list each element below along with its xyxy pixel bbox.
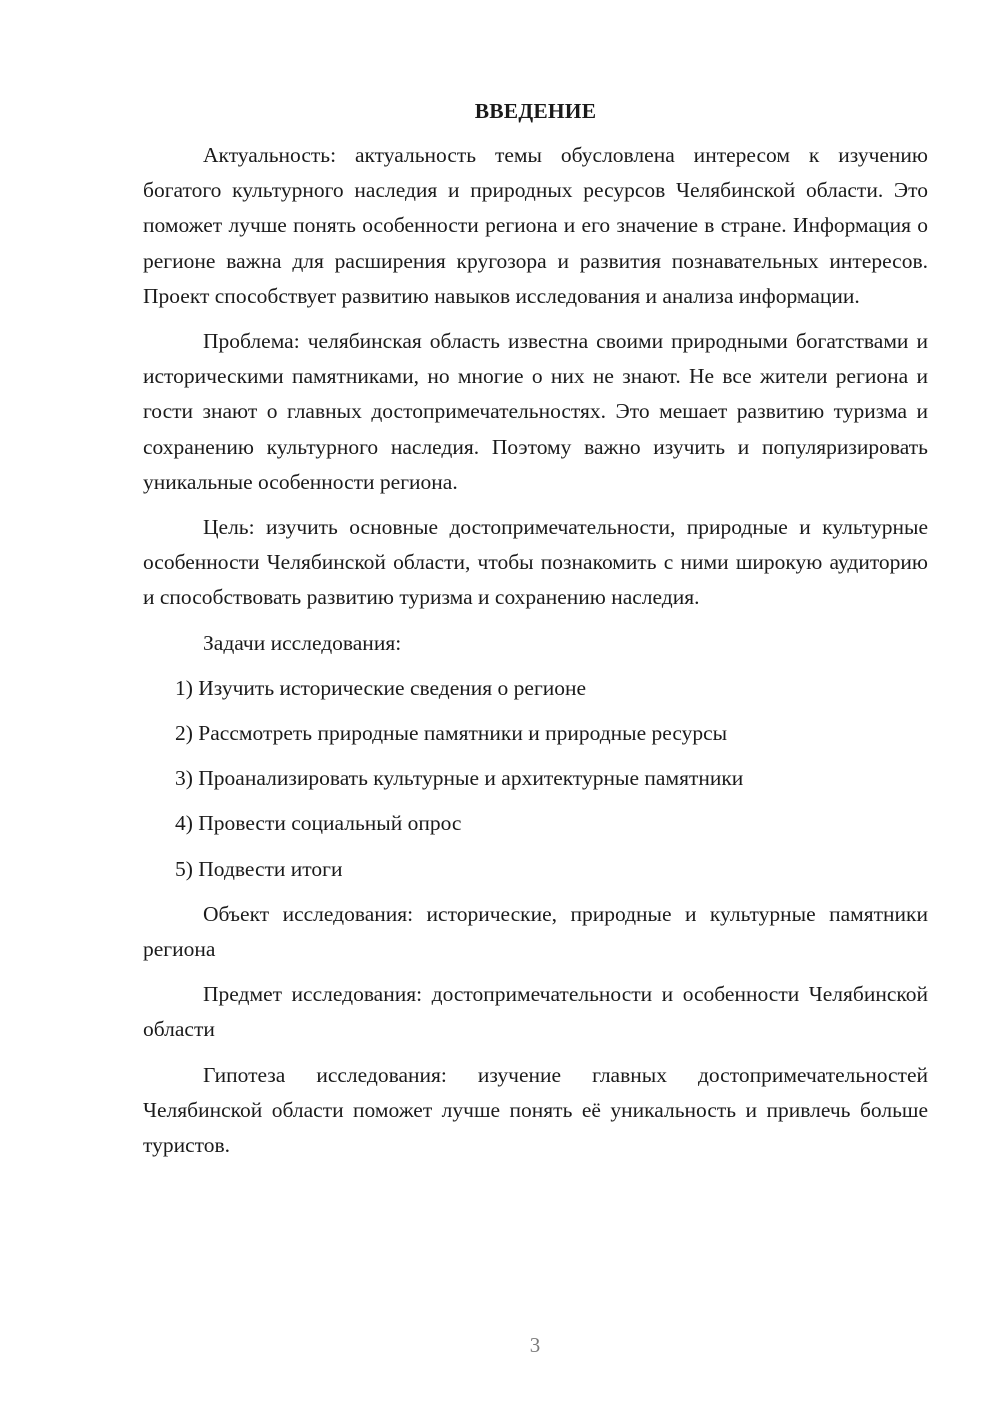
paragraph-object: Объект исследования: исторические, природные и культурные памятники региона bbox=[143, 901, 928, 962]
paragraph-subject: Предмет исследования: достопримечательности и особенности Челябинской области bbox=[143, 982, 928, 1042]
paragraph-relevance: Актуальность: актуальность темы обусловлена интересом к изучению богатого культурного наследия и природных ресурсов Челябинской области. Это поможет лучше понять особенности региона и его значение в стране. Информация о регионе важна для расширения кругозора и развития познавательных интересов. Проект способствует развитию навыков исследования и анализа информации. bbox=[143, 143, 928, 308]
tasks-list bbox=[143, 671, 928, 887]
paragraph-goal: Цель: изучить основные достопримечательности, природные и культурные особенности Челябинской области, чтобы познакомить с ними широкую аудиторию и способствовать развитию туризма и сохранению наследия. bbox=[143, 515, 928, 610]
list-item: 4) Провести социальный опрос bbox=[175, 811, 462, 836]
section-title: ВВЕДЕНИЕ bbox=[474, 99, 597, 123]
paragraph-problem: Проблема: челябинская область известна своими природными богатствами и историческими памятниками, но многие о них не знают. Не все жители региона и гости знают о главных достопримечательностях. Это мешает развитию туризма и сохранению культурного наследия. Поэтому важно изучить и популяризировать уникальные особенности региона. bbox=[143, 329, 928, 494]
page-number: 3 bbox=[529, 1333, 541, 1357]
list-item: 3) Проанализировать культурные и архитектурные памятники bbox=[175, 766, 744, 791]
list-item: 1) Изучить исторические сведения о регионе bbox=[175, 675, 587, 700]
list-item: 5) Подвести итоги bbox=[175, 856, 343, 881]
paragraph-hypothesis: Гипотеза исследования: изучение главных достопримечательностей Челябинской области поможет лучше понять её уникальность и привлечь больше туристов. bbox=[143, 1062, 928, 1158]
document-page bbox=[143, 96, 928, 1173]
tasks-heading: Задачи исследования: bbox=[203, 630, 402, 655]
list-item: 2) Рассмотреть природные памятники и природные ресурсы bbox=[175, 721, 728, 746]
